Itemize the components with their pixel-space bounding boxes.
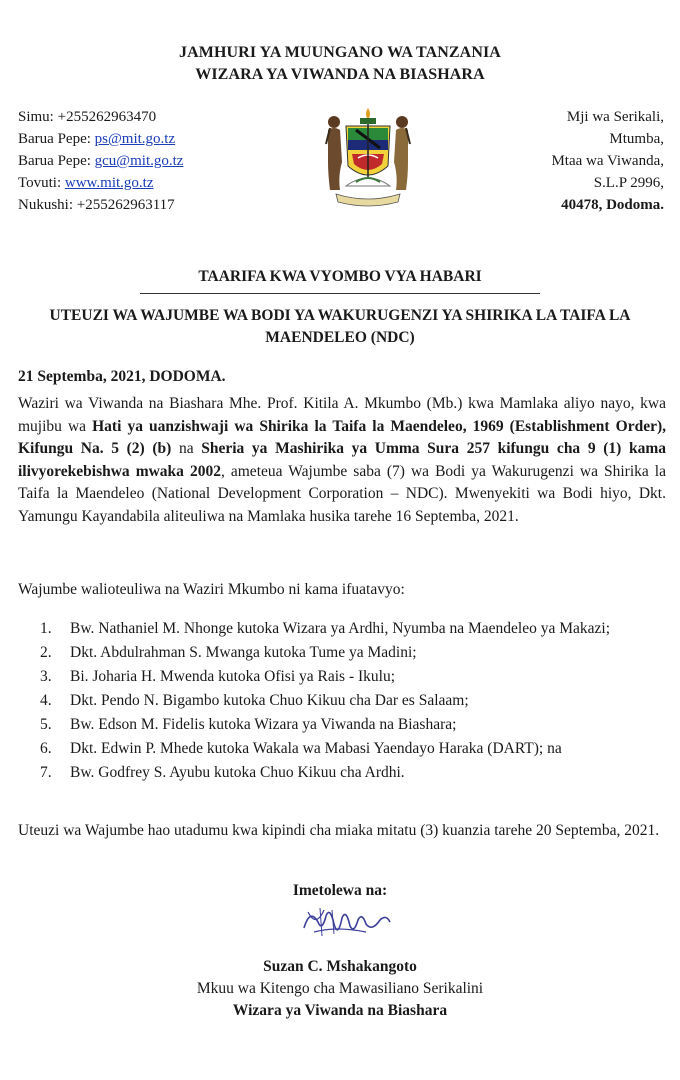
signatory-block <box>0 956 680 1022</box>
term-paragraph: Uteuzi wa Wajumbe hao utadumu kwa kipindi cha miaka mitatu (3) kuanzia tarehe 20 Septemba, 2021. <box>18 822 660 839</box>
list-item: 5. Bw. Edson M. Fidelis kutoka Wizara ya Viwanda na Biashara; <box>40 716 457 733</box>
signatory-organization: Wizara ya Viwanda na Biashara <box>232 1002 448 1019</box>
list-item: 7. Bw. Godfrey S. Ayubu kutoka Chuo Kikuu cha Ardhi. <box>40 764 405 781</box>
fax-line: Nukushi: +255262963117 <box>18 197 175 213</box>
postal-address <box>551 106 664 216</box>
republic-name: JAMHURI YA MUUNGANO WA TANZANIA <box>179 44 501 61</box>
list-item: 2. Dkt. Abdulrahman S. Mwanga kutoka Tume ya Madini; <box>40 644 417 661</box>
ministry-name: WIZARA YA VIWANDA NA BIASHARA <box>195 66 485 83</box>
list-item: 4. Dkt. Pendo N. Bigambo kutoka Chuo Kikuu cha Dar es Salaam; <box>40 692 469 709</box>
signature-icon <box>296 898 396 946</box>
address-line-3: Mtaa wa Viwanda, <box>551 153 664 169</box>
contact-details <box>18 106 183 216</box>
list-item: 1. Bw. Nathaniel M. Nhonge kutoka Wizara ya Ardhi, Nyumba na Maendeleo ya Makazi; <box>40 620 610 637</box>
address-line-2: Mtumba, <box>609 131 664 147</box>
list-item: 3. Bi. Joharia H. Mwenda kutoka Ofisi ya Rais - Ikulu; <box>40 668 396 685</box>
signatory-name: Suzan C. Mshakangoto <box>263 958 417 975</box>
members-intro: Wajumbe walioteuliwa na Waziri Mkumbo ni kama ifuatavyo: <box>18 581 405 598</box>
signatory-title: Mkuu wa Kitengo cha Mawasiliano Serikalini <box>196 980 484 997</box>
coat-of-arms-icon <box>316 104 420 208</box>
release-headline: UTEUZI WA WAJUMBE WA BODI YA WAKURUGENZI YA SHIRIKA LA TAIFA LA MAENDELEO (NDC) <box>49 307 631 346</box>
address-line-4: S.L.P 2996, <box>593 175 664 191</box>
address-line-5: 40478, Dodoma. <box>561 197 664 213</box>
list-item: 6. Dkt. Edwin P. Mhede kutoka Wakala wa Mabasi Yaendayo Haraka (DART); na <box>40 740 562 757</box>
members-list <box>18 618 666 786</box>
address-line-1: Mji wa Serikali, <box>566 109 664 125</box>
dateline: 21 Septemba, 2021, DODOMA. <box>18 368 226 385</box>
press-release-title: TAARIFA KWA VYOMBO VYA HABARI <box>198 268 482 285</box>
email-line-2: Barua Pepe: gcu@mit.go.tz <box>18 153 184 169</box>
issued-by-label: Imetolewa na: <box>292 882 388 899</box>
website-link[interactable]: www.mit.go.tz <box>64 175 154 191</box>
email-line-1: Barua Pepe: ps@mit.go.tz <box>18 131 176 147</box>
phone-number: +255262963470 <box>57 109 157 125</box>
intro-paragraph: Waziri wa Viwanda na Biashara Mhe. Prof. Kitila A. Mkumbo (Mb.) kwa Mamlaka aliyo nayo, kwa mujibu wa Hati ya uanzishwaji wa Shirika la Taifa la Maendeleo, 1969 (Establishment Order), Kifungu Na. 5 (2) (b) na Sheria ya Mashirika ya Umma Sura 257 kifungu cha 9 (1) kama ilivyorekebishwa mwaka 2002, ameteua Wajumbe saba (7) wa Bodi ya Wakurugenzi wa Shirika la Taifa la Maendeleo (National Development Corporation – NDC). Mwenyekiti wa Bodi hiyo, Dkt. Yamungu Kayandabila aliteuliwa na Mamlaka husika tarehe 16 Septemba, 2021. <box>18 395 666 525</box>
fax-number: +255262963117 <box>76 197 175 213</box>
email-link-gcu[interactable]: gcu@mit.go.tz <box>94 153 184 169</box>
phone-line: Simu: +255262963470 <box>18 109 157 125</box>
email-link-ps[interactable]: ps@mit.go.tz <box>94 131 176 147</box>
website-line: Tovuti: www.mit.go.tz <box>18 175 154 191</box>
title-divider <box>140 293 540 294</box>
letterhead-title <box>0 42 680 86</box>
